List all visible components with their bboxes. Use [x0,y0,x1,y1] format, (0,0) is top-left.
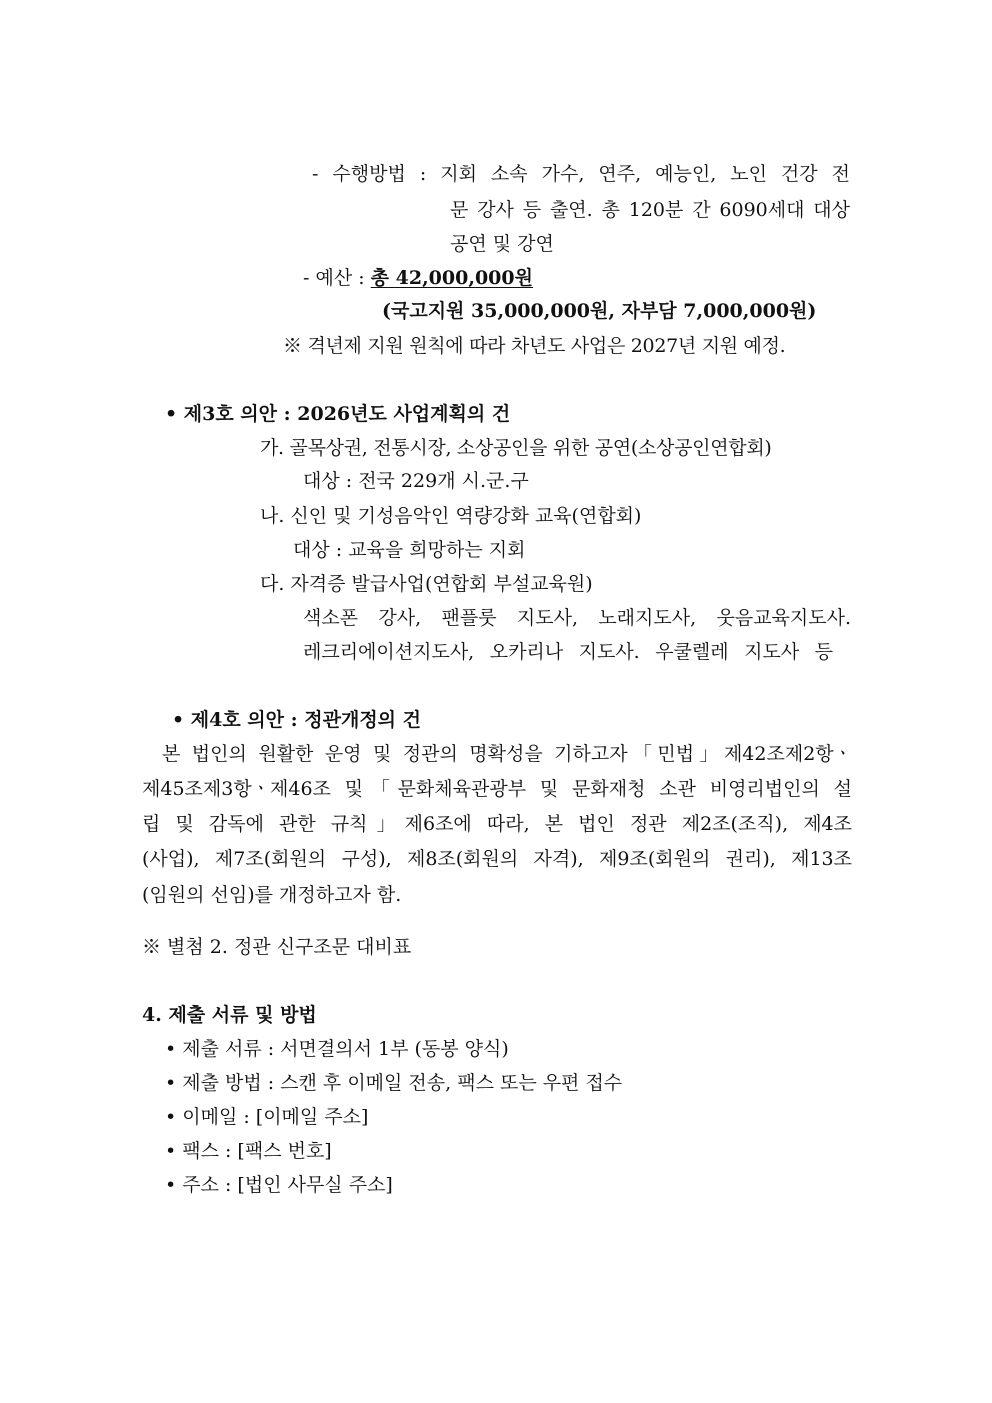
submission-email: • 이메일 : [이메일 주소] [165,1106,369,1128]
item4-para-line-4: (사업), 제7조(회원의 구성), 제8조(회원의 자격), 제9조(회원의 권리), 제13조 [142,848,852,870]
item3-heading: • 제3호 의안 : 2026년도 사업계획의 건 [165,403,511,425]
budget-prefix: - 예산 : [303,267,371,289]
item3-c-line-1: 색소폰 강사, 팬플룻 지도사, 노래지도사, 웃음교육지도사. [303,607,851,629]
submission-fax: • 팩스 : [팩스 번호] [165,1140,332,1162]
attachment-note: ※ 별첨 2. 정관 신구조문 대비표 [142,936,412,958]
method-line-1: - 수행방법 : 지회 소속 가수, 연주, 예능인, 노인 건강 전 [312,163,850,185]
item3-b-target: 대상 : 교육을 희망하는 지회 [293,539,526,561]
item4-para-line-5: (임원의 선임)를 개정하고자 함. [142,884,402,906]
item4-para-line-1: 본 법인의 원활한 운영 및 정관의 명확성을 기하고자「민법」제42조제2항ㆍ [162,743,852,765]
method-line-3: 공연 및 강연 [450,233,554,255]
budget-line [303,266,533,290]
item3-b-title: 나. 신인 및 기성음악인 역량강화 교육(연합회) [260,505,642,527]
item4-para-line-2: 제45조제3항ㆍ제46조 및「문화체육관광부 및 문화재청 소관 비영리법인의 설 [142,778,852,800]
item3-c-line-2: 레크리에이션지도사, 오카리나 지도사. 우쿨렐레 지도사 등 [303,641,833,663]
budget-note: ※ 격년제 지원 원칙에 따라 차년도 사업은 2027년 지원 예정. [283,335,786,357]
method-line-2: 문 강사 등 출연. 총 120분 간 6090세대 대상 [450,199,850,221]
item3-a-target: 대상 : 전국 229개 시.군.구 [303,470,529,492]
item3-c-title: 다. 자격증 발급사업(연합회 부설교육원) [260,573,593,595]
item4-heading: • 제4호 의안 : 정관개정의 건 [172,709,421,731]
submission-address: • 주소 : [법인 사무실 주소] [165,1174,393,1196]
submission-method: • 제출 방법 : 스캔 후 이메일 전송, 팩스 또는 우편 접수 [165,1072,623,1094]
budget-breakdown: (국고지원 35,000,000원, 자부담 7,000,000원) [382,300,817,322]
budget-total: 총 42,000,000원 [370,267,533,289]
section4-heading: 4. 제출 서류 및 방법 [142,1004,317,1026]
submission-docs: • 제출 서류 : 서면결의서 1부 (동봉 양식) [165,1038,509,1060]
item4-para-line-3: 립 및 감독에 관한 규칙」제6조에 따라, 본 법인 정관 제2조(조직), 제4조 [142,813,852,835]
item3-a-title: 가. 골목상권, 전통시장, 소상공인을 위한 공연(소상공인연합회) [260,437,772,459]
